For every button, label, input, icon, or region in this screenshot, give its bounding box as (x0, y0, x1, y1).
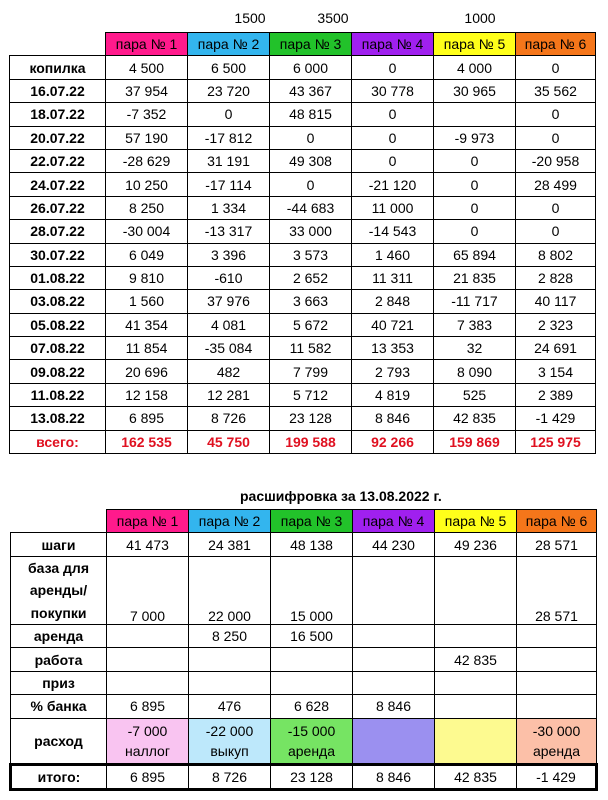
total-row (10, 430, 596, 453)
row-label: 24.07.22 (10, 173, 106, 196)
row-label: 01.08.22 (10, 266, 106, 289)
expense-amount: -15 000 (287, 722, 336, 739)
value-cell: 42 835 (435, 764, 517, 789)
expense-amount: -22 000 (205, 722, 254, 739)
value-cell: 0 (352, 149, 434, 172)
expense-note: аренда (532, 742, 581, 759)
value-cell: 0 (434, 196, 516, 219)
row-label: копилка (10, 56, 106, 79)
value-cell: -35 084 (188, 337, 270, 360)
pair-5-header: пара № 5 (434, 33, 516, 56)
value-cell: 49 308 (270, 149, 352, 172)
breakdown-header-row (11, 510, 597, 533)
expense-cell (517, 718, 597, 764)
value-cell: 42 835 (435, 648, 517, 671)
value-cell: 8 726 (189, 764, 271, 789)
value-cell: 0 (188, 103, 270, 126)
value-cell: 6 895 (106, 407, 188, 430)
row-label: 22.07.22 (10, 149, 106, 172)
value-cell: 49 236 (435, 533, 517, 556)
value-cell: -7 352 (106, 103, 188, 126)
value-cell: 32 (434, 337, 516, 360)
table-row (10, 196, 596, 219)
value-cell: 92 266 (352, 430, 434, 453)
value-cell: 0 (516, 56, 596, 79)
value-cell: 11 582 (270, 337, 352, 360)
value-cell: 0 (352, 103, 434, 126)
value-cell (189, 671, 271, 694)
pair-5-header: пара № 5 (435, 510, 517, 533)
value-cell: 0 (516, 220, 596, 243)
note-pair-2: 1500 (234, 10, 266, 26)
table-row (10, 266, 596, 289)
value-cell: 159 869 (434, 430, 516, 453)
value-cell (435, 671, 517, 694)
breakdown-table (9, 509, 598, 791)
value-cell: 23 128 (270, 407, 352, 430)
row-label: расход (11, 718, 107, 764)
expense-note: аренда (287, 742, 336, 759)
row-label: шаги (11, 533, 107, 556)
value-cell (189, 648, 271, 671)
value-cell: 162 535 (106, 430, 188, 453)
value-cell (353, 671, 435, 694)
value-cell: 4 819 (352, 383, 434, 406)
note-pair-3: 3500 (317, 10, 349, 26)
value-cell: 125 975 (516, 430, 596, 453)
value-cell: 6 049 (106, 243, 188, 266)
table-row (10, 337, 596, 360)
value-cell: 3 396 (188, 243, 270, 266)
value-cell: 8 250 (106, 196, 188, 219)
value-cell: -17 114 (188, 173, 270, 196)
row-label: 26.07.22 (10, 196, 106, 219)
value-cell: 45 750 (188, 430, 270, 453)
breakdown-row (11, 625, 597, 648)
row-label: 11.08.22 (10, 383, 106, 406)
value-cell: 482 (188, 360, 270, 383)
value-cell: 4 081 (188, 313, 270, 336)
table-row (10, 149, 596, 172)
value-cell: -1 429 (517, 764, 597, 789)
value-cell (517, 648, 597, 671)
table-row (10, 103, 596, 126)
value-cell (107, 671, 189, 694)
value-cell: 10 250 (106, 173, 188, 196)
row-label: 09.08.22 (10, 360, 106, 383)
value-cell: 11 854 (106, 337, 188, 360)
pair-6-header: пара № 6 (517, 510, 597, 533)
value-cell: 2 848 (352, 290, 434, 313)
value-cell: 44 230 (353, 533, 435, 556)
value-cell: 1 460 (352, 243, 434, 266)
value-cell: 23 720 (188, 79, 270, 102)
value-cell: -1 429 (516, 407, 596, 430)
value-cell (353, 556, 435, 624)
value-cell: 0 (270, 126, 352, 149)
value-cell: 28 571 (517, 533, 597, 556)
breakdown-row (11, 671, 597, 694)
value-cell: -21 120 (352, 173, 434, 196)
value-cell: -20 958 (516, 149, 596, 172)
row-label: итого: (11, 764, 107, 789)
value-cell: 41 473 (107, 533, 189, 556)
value-cell: -13 317 (188, 220, 270, 243)
value-cell: 13 353 (352, 337, 434, 360)
pair-4-header: пара № 4 (352, 33, 434, 56)
expense-cell (353, 718, 435, 764)
value-cell (435, 695, 517, 718)
value-cell: 525 (434, 383, 516, 406)
breakdown-row (11, 533, 597, 556)
value-cell: 1 334 (188, 196, 270, 219)
expense-cell (189, 718, 271, 764)
value-cell: 12 281 (188, 383, 270, 406)
value-cell: 0 (516, 196, 596, 219)
value-cell: 2 652 (270, 266, 352, 289)
value-cell: 28 499 (516, 173, 596, 196)
table-row (10, 290, 596, 313)
value-cell: 2 828 (516, 266, 596, 289)
value-cell: 0 (270, 173, 352, 196)
table-row (10, 173, 596, 196)
value-cell: 3 154 (516, 360, 596, 383)
value-cell: 5 672 (270, 313, 352, 336)
value-cell: 23 128 (271, 764, 353, 789)
value-cell: 22 000 (189, 556, 271, 624)
value-cell: 11 000 (352, 196, 434, 219)
expense-cell (435, 718, 517, 764)
row-label: 28.07.22 (10, 220, 106, 243)
value-cell: 9 810 (106, 266, 188, 289)
value-cell: 0 (516, 126, 596, 149)
row-label: 18.07.22 (10, 103, 106, 126)
value-cell: 40 117 (516, 290, 596, 313)
value-cell: 5 712 (270, 383, 352, 406)
value-cell: 33 000 (270, 220, 352, 243)
row-label: 20.07.22 (10, 126, 106, 149)
breakdown-row (11, 648, 597, 671)
value-cell: -610 (188, 266, 270, 289)
value-cell: -28 629 (106, 149, 188, 172)
pair-4-header: пара № 4 (353, 510, 435, 533)
value-cell: 0 (352, 126, 434, 149)
value-cell (107, 648, 189, 671)
value-cell (271, 648, 353, 671)
value-cell: 24 381 (189, 533, 271, 556)
value-cell: 8 846 (352, 407, 434, 430)
pair-3-header: пара № 3 (270, 33, 352, 56)
table-row (10, 383, 596, 406)
table-row (10, 79, 596, 102)
value-cell: 6 895 (107, 764, 189, 789)
value-cell: 30 778 (352, 79, 434, 102)
value-cell: 6 628 (271, 695, 353, 718)
value-cell: 7 000 (107, 556, 189, 624)
value-cell: 48 138 (271, 533, 353, 556)
value-cell: 0 (434, 173, 516, 196)
row-label: % банка (11, 695, 107, 718)
value-cell: 0 (434, 149, 516, 172)
breakdown-caption: расшифровка за 13.08.2022 г. (240, 488, 442, 504)
value-cell: -30 004 (106, 220, 188, 243)
table-row (10, 243, 596, 266)
breakdown-row (11, 695, 597, 718)
table-row (10, 56, 596, 79)
value-cell: 4 000 (434, 56, 516, 79)
value-cell (434, 103, 516, 126)
value-cell: 8 802 (516, 243, 596, 266)
value-cell: 8 250 (189, 625, 271, 648)
pair-2-header: пара № 2 (188, 33, 270, 56)
value-cell: 199 588 (270, 430, 352, 453)
value-cell (435, 625, 517, 648)
value-cell: 2 389 (516, 383, 596, 406)
value-cell: 4 500 (106, 56, 188, 79)
row-label: 16.07.22 (10, 79, 106, 102)
balance-header-row (10, 33, 596, 56)
table-row (10, 313, 596, 336)
value-cell: 8 846 (353, 695, 435, 718)
value-cell: 37 976 (188, 290, 270, 313)
value-cell: 476 (189, 695, 271, 718)
value-cell: 2 793 (352, 360, 434, 383)
value-cell (517, 625, 597, 648)
row-label: работа (11, 648, 107, 671)
value-cell: -44 683 (270, 196, 352, 219)
table-row (10, 220, 596, 243)
expense-amount: -7 000 (127, 722, 168, 739)
value-cell: 31 191 (188, 149, 270, 172)
value-cell (517, 671, 597, 694)
expense-cell (107, 718, 189, 764)
row-label: 07.08.22 (10, 337, 106, 360)
value-cell: 2 323 (516, 313, 596, 336)
expense-cell (271, 718, 353, 764)
value-cell: 65 894 (434, 243, 516, 266)
value-cell: 0 (434, 220, 516, 243)
note-pair-5: 1000 (464, 10, 496, 26)
value-cell: 8 090 (434, 360, 516, 383)
value-cell (271, 671, 353, 694)
value-cell: 1 560 (106, 290, 188, 313)
value-cell (435, 556, 517, 624)
value-cell: 40 721 (352, 313, 434, 336)
value-cell: 57 190 (106, 126, 188, 149)
value-cell: 30 965 (434, 79, 516, 102)
value-cell: -9 973 (434, 126, 516, 149)
value-cell: 0 (516, 103, 596, 126)
value-cell: 7 383 (434, 313, 516, 336)
value-cell: -14 543 (352, 220, 434, 243)
row-label: аренда (11, 625, 107, 648)
row-label: всего: (10, 430, 106, 453)
value-cell (107, 625, 189, 648)
expense-amount: -30 000 (532, 722, 581, 739)
value-cell: 28 571 (517, 556, 597, 624)
row-label: 13.08.22 (10, 407, 106, 430)
value-cell: 11 311 (352, 266, 434, 289)
value-cell: 6 895 (107, 695, 189, 718)
value-cell (517, 695, 597, 718)
value-cell: 35 562 (516, 79, 596, 102)
value-cell (353, 648, 435, 671)
value-cell: 21 835 (434, 266, 516, 289)
value-cell: 15 000 (271, 556, 353, 624)
value-cell: 0 (352, 56, 434, 79)
pair-3-header: пара № 3 (271, 510, 353, 533)
expense-note: выкуп (210, 742, 249, 759)
final-total-row (11, 764, 597, 789)
value-cell: 20 696 (106, 360, 188, 383)
pair-1-header: пара № 1 (107, 510, 189, 533)
balance-table (9, 32, 596, 454)
value-cell: 6 000 (270, 56, 352, 79)
value-cell: 3 573 (270, 243, 352, 266)
value-cell: -17 812 (188, 126, 270, 149)
value-cell: 24 691 (516, 337, 596, 360)
value-cell: 7 799 (270, 360, 352, 383)
value-cell: -11 717 (434, 290, 516, 313)
expense-note: наллог (125, 742, 170, 759)
row-label: 03.08.22 (10, 290, 106, 313)
value-cell: 37 954 (106, 79, 188, 102)
row-label: 05.08.22 (10, 313, 106, 336)
value-cell: 8 846 (353, 764, 435, 789)
value-cell: 48 815 (270, 103, 352, 126)
table-row (10, 360, 596, 383)
value-cell: 3 663 (270, 290, 352, 313)
pair-2-header: пара № 2 (189, 510, 271, 533)
value-cell: 8 726 (188, 407, 270, 430)
value-cell: 43 367 (270, 79, 352, 102)
row-label: база для аренды/покупки (11, 556, 107, 624)
breakdown-row (11, 556, 597, 624)
row-label: 30.07.22 (10, 243, 106, 266)
corner-cell (10, 33, 106, 56)
value-cell: 12 158 (106, 383, 188, 406)
table-row (10, 126, 596, 149)
pair-6-header: пара № 6 (516, 33, 596, 56)
table-row (10, 407, 596, 430)
value-cell: 41 354 (106, 313, 188, 336)
pair-1-header: пара № 1 (106, 33, 188, 56)
value-cell: 6 500 (188, 56, 270, 79)
value-cell: 42 835 (434, 407, 516, 430)
corner-cell (11, 510, 107, 533)
value-cell (353, 625, 435, 648)
expense-row (11, 718, 597, 764)
row-label: приз (11, 671, 107, 694)
value-cell: 16 500 (271, 625, 353, 648)
